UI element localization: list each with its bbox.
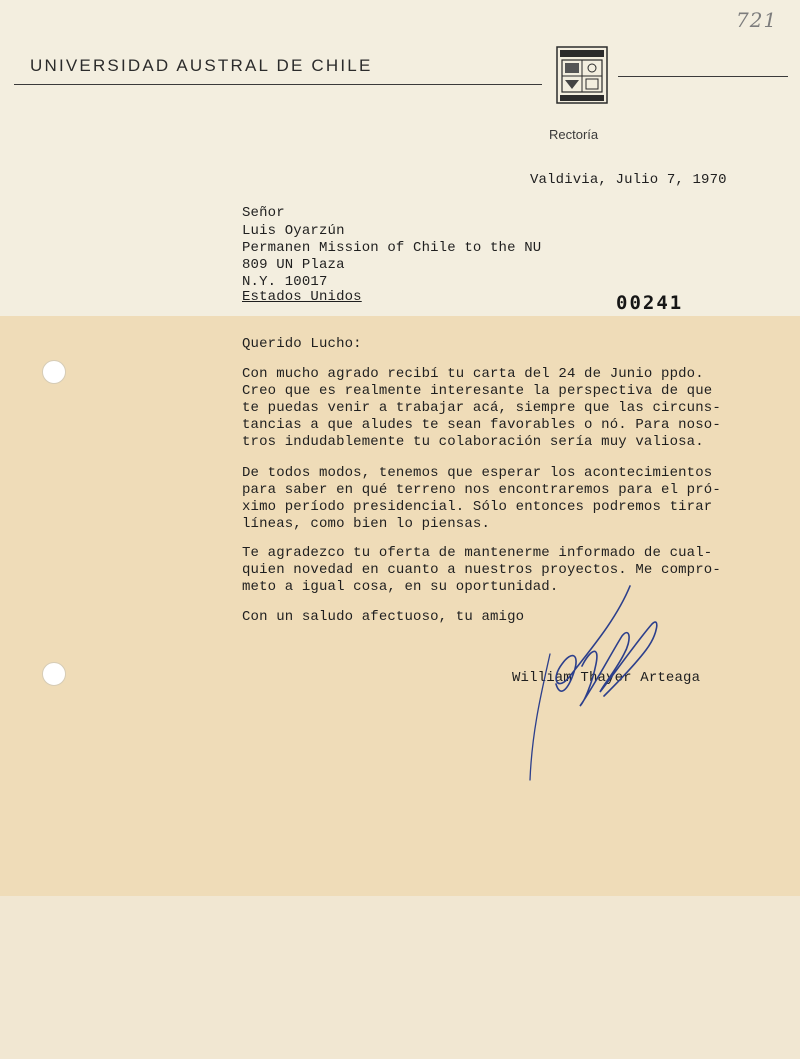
archive-number: 721 — [736, 8, 778, 32]
paragraph-line: Creo que es realmente interesante la perspectiva de que — [242, 383, 713, 399]
signatory-name: William Thayer Arteaga — [512, 670, 701, 686]
recipient-salutation: Señor — [242, 205, 285, 221]
paragraph-line: quien novedad en cuanto a nuestros proyectos. Me compro- — [242, 562, 721, 578]
paragraph-line: tros indudablemente tu colaboración sería muy valiosa. — [242, 434, 704, 450]
paragraph-line: ximo período presidencial. Sólo entonces podremos tirar — [242, 499, 713, 515]
place-date: Valdivia, Julio 7, 1970 — [530, 172, 727, 188]
reference-number: 00241 — [616, 292, 684, 314]
recipient-street: 809 UN Plaza — [242, 257, 345, 273]
university-seal-icon — [556, 46, 608, 104]
paragraph-line: líneas, como bien lo piensas. — [242, 516, 490, 532]
paper-lower — [0, 896, 800, 1059]
greeting: Querido Lucho: — [242, 336, 362, 352]
paragraph-line: Te agradezco tu oferta de mantenerme informado de cual- — [242, 545, 713, 561]
paragraph-line: tancias a que aludes te sean favorables o nó. Para noso- — [242, 417, 721, 433]
handwritten-signature — [520, 580, 670, 790]
recipient-country: Estados Unidos — [242, 289, 362, 305]
paragraph-line: Con mucho agrado recibí tu carta del 24 de Junio ppdo. — [242, 366, 704, 382]
paragraph-line: De todos modos, tenemos que esperar los acontecimientos — [242, 465, 713, 481]
letterhead-rule-left — [14, 84, 542, 85]
recipient-name: Luis Oyarzún — [242, 223, 345, 239]
paragraph-line: para saber en qué terreno nos encontraremos para el pró- — [242, 482, 721, 498]
recipient-city: N.Y. 10017 — [242, 274, 328, 290]
letterhead-rule-right — [618, 76, 788, 77]
paragraph-line: meto a igual cosa, en su oportunidad. — [242, 579, 559, 595]
punch-hole-bottom — [42, 662, 66, 686]
university-name: UNIVERSIDAD AUSTRAL DE CHILE — [30, 56, 373, 75]
paper-upper — [0, 0, 800, 316]
paragraph-line: te puedas venir a trabajar acá, siempre que las circuns- — [242, 400, 721, 416]
closing: Con un saludo afectuoso, tu amigo — [242, 609, 525, 625]
punch-hole-top — [42, 360, 66, 384]
office-name: Rectoría — [549, 127, 599, 142]
recipient-organization: Permanen Mission of Chile to the NU — [242, 240, 542, 256]
